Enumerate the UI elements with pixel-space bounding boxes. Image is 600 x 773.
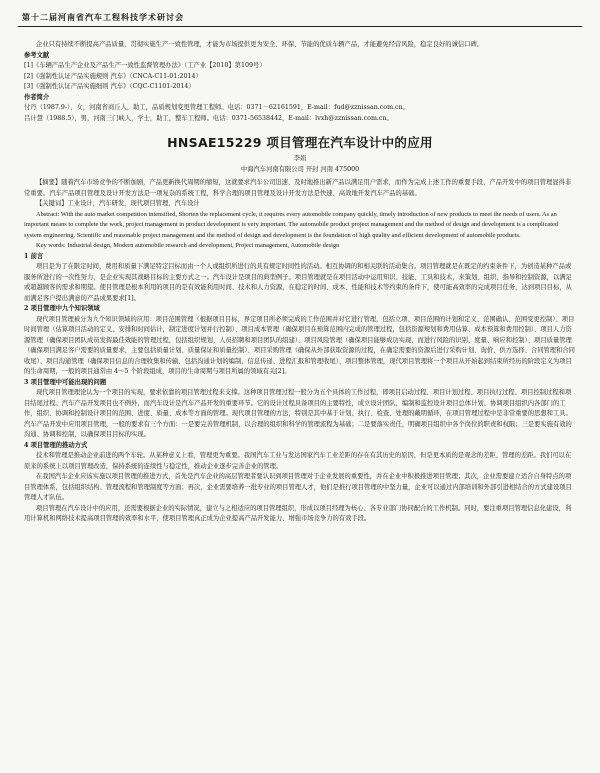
section-heading: 4 项目管理的推动方式: [24, 441, 88, 449]
author-bio-item: 吕计慧（1988.5），男，河南三门峡人，学士，助工，整车工程师。电话：0371-56538442，E-mail：lvxh@zznissan.com.cn。: [24, 114, 393, 122]
author-bio-item: 付丹（1987.9-），女，河南省商丘人，助工，品质规划变更管理工程师。电话：0371－62161591，E-mail：fud@zznissan.com.cn。: [24, 104, 409, 111]
header-rule: [18, 26, 582, 27]
section-paragraph: 项目管理在汽车设计中的应用，还需要根据企业的实际情况，建立与之相适应的项目管理组织，形成以项目经理为核心、各专业部门协同配合的工作机制。同时，要注重项目管理信息化建设，利用计算机和网络技术提高项目管理的效率和水平，使项目管理真正成为企业提高产品开发能力、增强市场竞争力的有效手段。: [24, 504, 572, 522]
article-title: HNSAE15229 项目管理在汽车设计中的应用: [167, 135, 433, 150]
section-paragraph: 现代项目管理被分为九个知识领域的应用：项目范围管理（根据项目目标，界定项目所必须完成的工作范围并对它进行管理，包括立项、项目范围的计划和定义、范围确认、范围变更控制）、项目时间管理（估算项目活动的定义、安排和时间估计，制定进度计划并行控制）、项目成本管理（确保项目在预算范围内完成的管理过程，包括资源规划和费用估算、成本预算和费用控制）、项目人力资源管理（确保项目团队成员发挥最佳效能的管理过程，包括组织规划、人员招聘和项目团队的组建）、项目风险管理（确保项目能够成功实现，而进行风险的识别、度量、响应和控制）、项目质量管理（确保项目满足客户需要的质量要求，主要包括质量计划、质量保证和质量控制）、项目采购管理（确保从外部获取资源的过程，在确定需要的资源后进行采购计划、询价、供方选择、合同管理和合同收尾）、项目沟通管理（确保项目信息的合理收集和传输，包括沟通计划的编制、信息传递、进程汇报和管理收尾）、项目整体管理，现代项目管理将一个项目从开始起到结束所经历的阶段定义为项目的生命周期，一般的项目通常由 4～5 个阶段组成，项目的生命周期与项目所属的领域有关[2]。: [24, 315, 575, 375]
section-paragraph: 在我国汽车企业应该实施以项目管理的推进方式，首先是汽车企业的高层管理者要认识到项目管理对于企业发展的重要性，并在企业中积极推进项目管理；其次，企业需要建立适合自身特点的项目管理体系，包括组织结构、管理流程和管理制度等方面；再次，企业需要培养一批专业的项目管理人才，他们是推行项目管理的中坚力量，企业可以通过内部培训和外部引进相结合的方式建设项目管理人才队伍。: [24, 473, 572, 501]
section-heading: 2 项目管理中九个知识领域: [24, 305, 100, 312]
section-heading: 3 项目管理中可能出现的问题: [24, 378, 107, 386]
preamble-paragraph: 企业只有持续不断提高产品质量，贯彻实施生产一致性管理，才能为市场提供更为安全、环保、节能的优质车辆产品，才能避免经营风险，稳定良好的诚信口碑。: [36, 41, 484, 48]
keywords-en: Key words: Industrial design, Modern automobile research and development, Project management, Automobile design: [36, 242, 340, 249]
section-heading: 1 前言: [24, 252, 44, 260]
section-paragraph: 现代项目管理理论认为一个项目的实现，要求依靠的项目管理过程来支撑。这种项目管理过程一般分为五个具体的工作过程，即项目启动过程、项目计划过程、项目执行过程、项目控制过程和项目结尾过程。汽车产品开发项目也不例外，而汽车设计是汽车产品开发的重要环节。它的设计过程具备项目的主要特性，成立设计团队，编制和监控设计项目总体计划、协调项目组织内各部门的工作，组织、协调和控制设计项目的范围、进度、质量、成本等方面的管理。现代项目管理的方法，特别是其中基于计划、执行、检查、处理的戴明循环，在项目管理过程中是非常重要的思想和工具。汽车产品开发中应用项目管理，一般的要求有三个方面：一是要完善管理机制，以合理的组织和科学的管理流程为基础；二是要落实责任，明确项目组织中各个岗位的职责和权限；三是要实施有效的沟通、协调和控制，以确保项目目标的实现。: [24, 389, 572, 438]
reference-item: [1]《车辆产品生产企业及产品生产一致性监督管理办法》（工产业【2010】第109号）: [24, 62, 266, 69]
running-header: 第十二届河南省汽车工程科技学术研讨会: [22, 13, 184, 22]
abstract-en: Abstract: With the auto market competition intensified, Shorten the replacement cycle, it requires every automobile company quickly, timely introduction of new products to meet the needs of users. As an important means to complete the work, project management in product development is very important. The automobile product project management and the method of design and development is a complicated system engineering. Scientific and reasonable project management and the method of design and development is the foundation of high quality and efficient development of automobile products.: [24, 210, 559, 239]
reference-item: [3]《强制性认证产品实施细则 汽车》（CQC-C1101-2014）: [24, 83, 195, 90]
references-heading: 参考文献: [24, 51, 50, 59]
keywords-zh: 【关键词】工业设计，汽车研发，现代项目管理，汽车设计: [36, 200, 200, 207]
reference-item: [2]《强制性认证产品实施规则 汽车》（CNCA-C11-01:2014）: [24, 72, 202, 80]
article-author: 李娟: [293, 155, 307, 162]
section-paragraph: 项目是为了在限定时间，费用和质量下满足特定目标而由一个人或组织所进行的具有规定时间性的活动。相互协调的和相关联的活动集合。项目管理就是在既定的约束条件下，为创造某种产品或服务所进行的一次性努力，是企业实现其战略目标的主要方式之一。汽车设计是项目的典型例子。项目管理就是在项目活动中运用知识、技能、工具和技术，来策划、组织、指导和控制资源，以满足或超越顾客的需求和期望。使目管理是根本利用的项目的是有效能利用时间、技术和人力资源，在稳定的时间、成本、性能和技术等约束的条件下，使可能高效率的完成项目任务，达到项目目标，从而满足客户提出满意的产品成果要求[1]。: [24, 263, 572, 302]
abstract-zh: 【摘要】随着汽车市场竞争的不断加剧，产品更新换代周期的缩短，这就要求汽车公司迅速、及时地推出新产品以满足用户需求，而作为完成上述工作的重要手段，产品开发中的项目管理显得非常重要。汽车产品项目管理及设计开发方法是一项复杂的系统工程，科学合理的项目管理及设计开发方法是快速、高效地开发汽车产品的基础。: [24, 179, 572, 197]
content: [24, 40, 576, 525]
article-affiliation: 中海汽车河南有限公司 开封 河南 475000: [240, 165, 360, 173]
section-paragraph: 技术和管理是推动企业前进的两个车轮。从某种意义上看，管理更为重要。我国汽车工业与发达国家汽车工业差距的存在有其历史的原因，但是更本质的是观念的差距、管理的差距。我们可以在原来的系统上以项目管理改造，保持系统的连续性与稳定性，推动企业逐步完善企业的管理。: [24, 452, 572, 470]
author-bio-heading: 作者简介: [24, 93, 50, 101]
